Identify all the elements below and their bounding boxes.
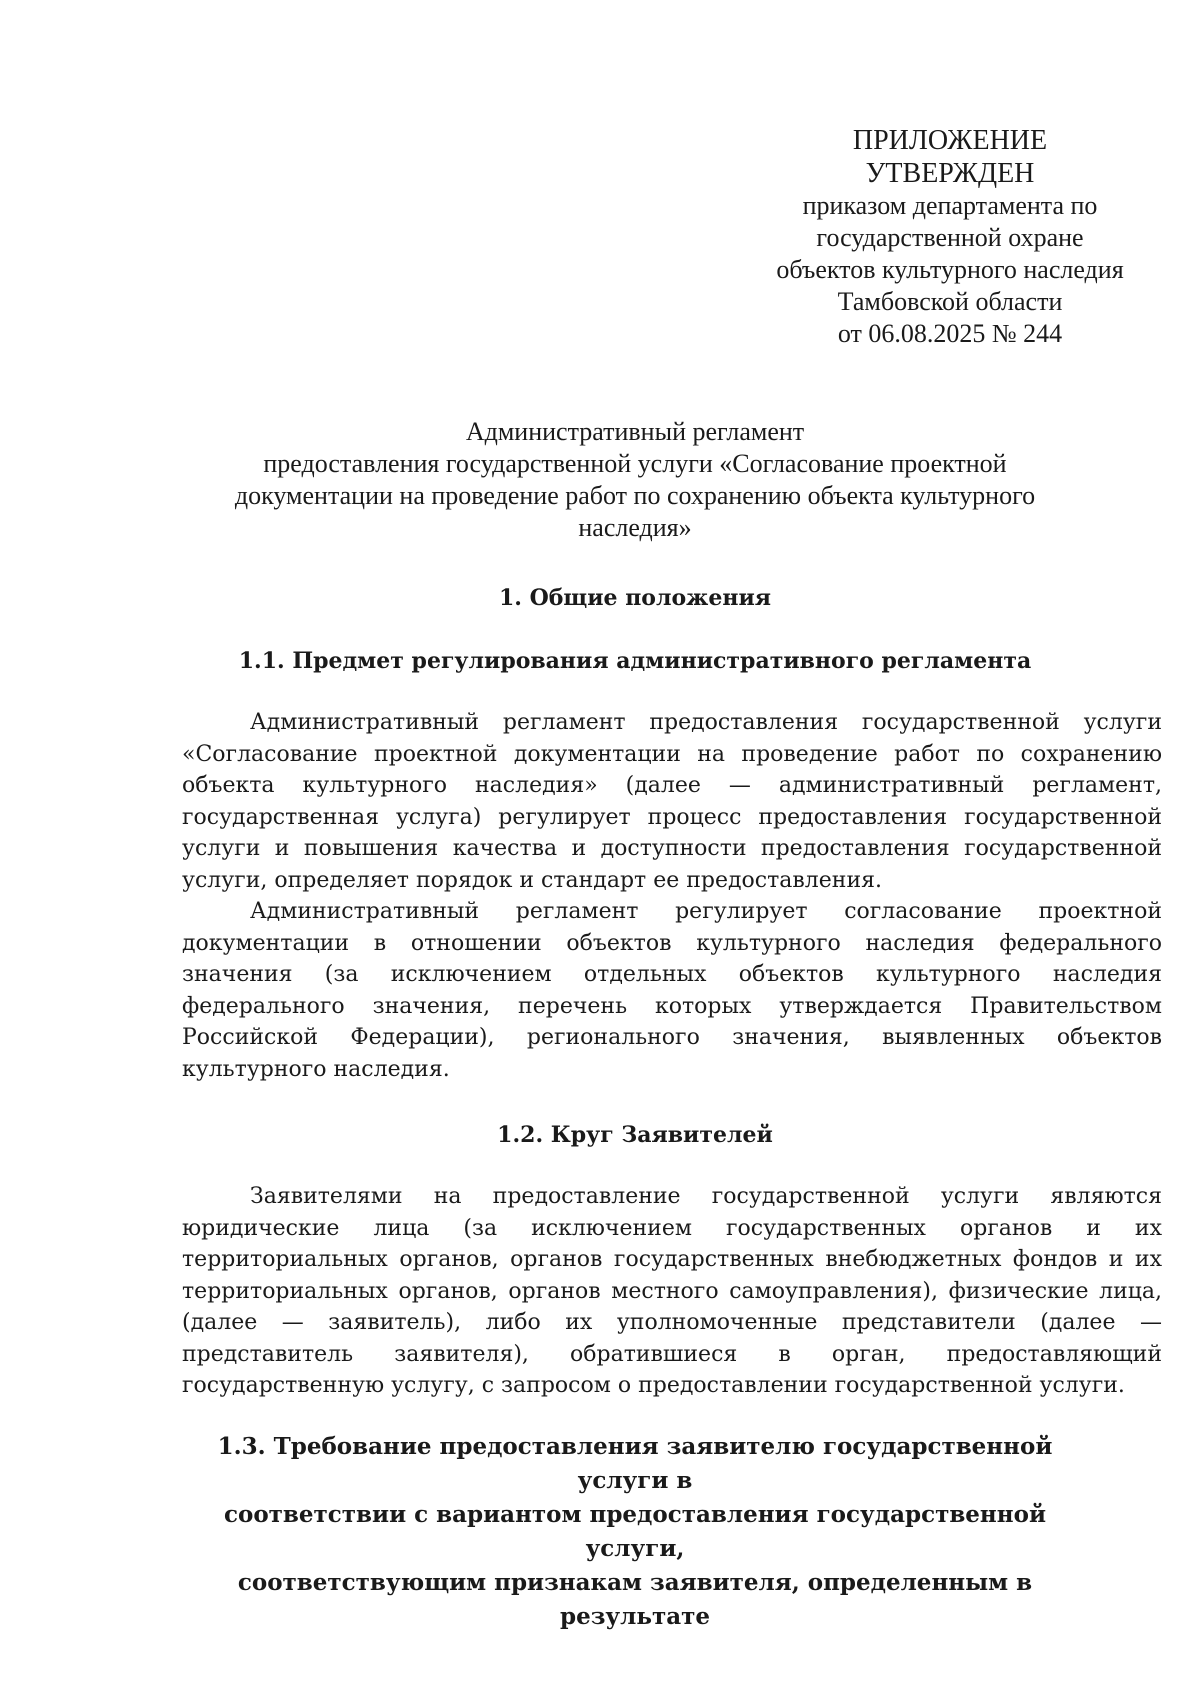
document-title-line-2: предоставления государственной услуги «Согласование проектной bbox=[263, 449, 1007, 478]
section-1-1-paragraph-1: Административный регламент предоставления государственной услуги «Согласование проектной документации на проведение работ по сохранению объекта культурного наследия» (далее — административный регламент, государственная услуга) регулирует процесс предоставления государственной услуги и повышения качества и доступности предоставления государственной услуги, определяет порядок и стандарт ее предоставления. bbox=[182, 710, 1162, 893]
document-title-line-3: документации на проведение работ по сохранению объекта культурного bbox=[234, 481, 1036, 510]
document-title bbox=[185, 416, 1085, 544]
section-1-heading: 1. Общие положения bbox=[498, 585, 772, 611]
document-title-line-4: наследия» bbox=[578, 513, 692, 542]
section-1-3-heading bbox=[185, 1430, 1085, 1634]
approval-department-line: государственной охране bbox=[816, 223, 1084, 252]
section-1-3-heading-line-1: 1.3. Требование предоставления заявителю государственной услуги в bbox=[217, 1433, 1053, 1494]
approval-stamp-block bbox=[740, 124, 1160, 350]
section-1-3-heading-line-3: соответствующим признакам заявителя, определенным в результате bbox=[237, 1569, 1033, 1630]
section-1-1-heading: 1.1. Предмет регулирования административного регламента bbox=[238, 648, 1032, 674]
approval-date-number: от 06.08.2025 № 244 bbox=[837, 319, 1063, 348]
approval-heritage-line: объектов культурного наследия bbox=[776, 255, 1124, 284]
approval-annex-label: ПРИЛОЖЕНИЕ bbox=[852, 125, 1048, 156]
section-1-2-paragraph-1: Заявителями на предоставление государственной услуги являются юридические лица (за исключением государственных органов и их территориальных органов, органов государственных внебюджетных фондов и их территориальных органов, органов местного самоуправления), физические лица, (далее — заявитель), либо их уполномоченные представители (далее — представитель заявителя), обратившиеся в орган, предоставляющий государственную услугу, с запросом о предоставлении государственной услуги. bbox=[182, 1184, 1162, 1398]
approval-order-line: приказом департамента по bbox=[802, 191, 1098, 220]
section-1-2-heading: 1.2. Круг Заявителей bbox=[497, 1122, 773, 1148]
approval-approved-label: УТВЕРЖДЕН bbox=[865, 158, 1035, 189]
section-1-3-heading-line-2: соответствии с вариантом предоставления государственной услуги, bbox=[223, 1501, 1047, 1562]
section-1-1-paragraph-2: Административный регламент регулирует согласование проектной документации в отношении объектов культурного наследия федерального значения (за исключением отдельных объектов культурного наследия федерального значения, перечень которых утверждается Правительством Российской Федерации), регионального значения, выявленных объектов культурного наследия. bbox=[182, 899, 1162, 1082]
approval-region-line: Тамбовской области bbox=[837, 287, 1063, 316]
document-title-line-1: Административный регламент bbox=[465, 417, 805, 446]
